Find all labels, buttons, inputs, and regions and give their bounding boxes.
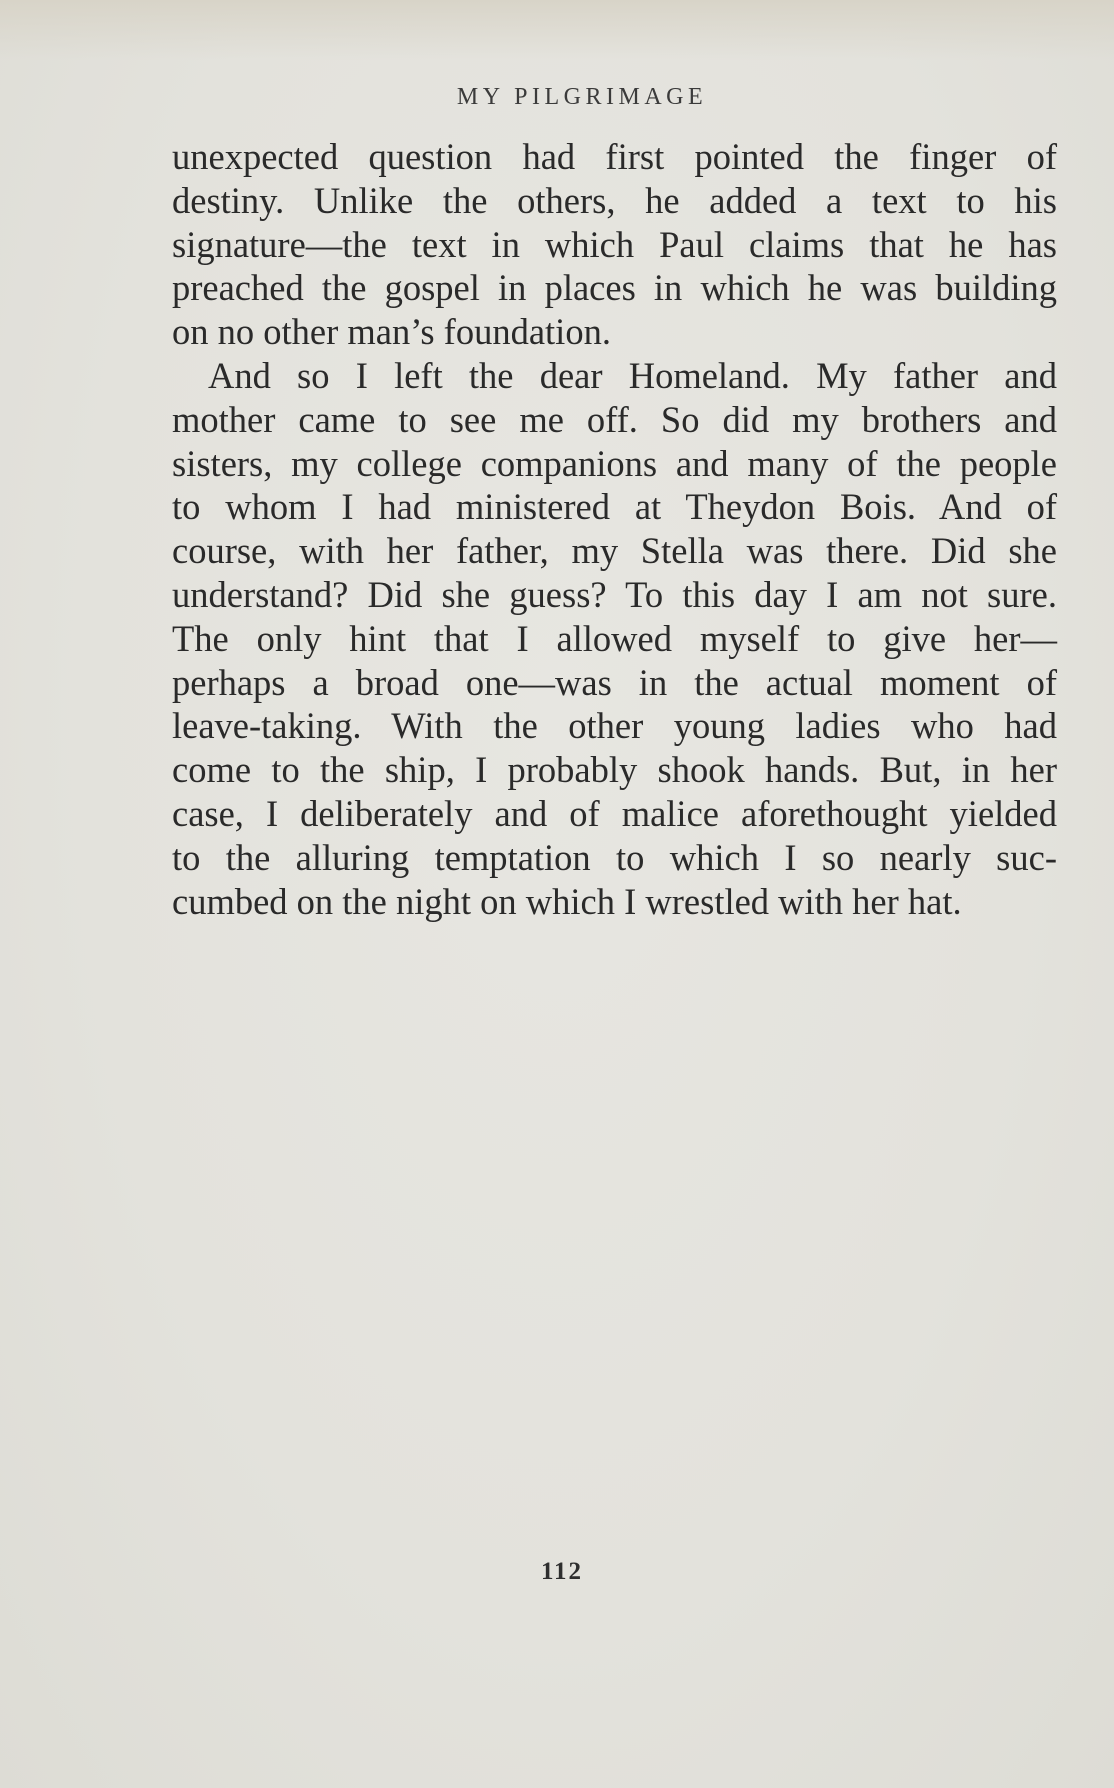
text-line: to the alluring temptation to which I so nearly suc- [172, 836, 1057, 878]
text-line: understand? Did she guess? To this day I am not sure. [172, 573, 1057, 615]
text-line: The only hint that I allowed myself to give her— [172, 617, 1057, 659]
text-line: mother came to see me off. So did my brothers and [172, 398, 1057, 440]
text-line: And so I left the dear Homeland. My father and [208, 354, 1057, 396]
text-line: preached the gospel in places in which he was building [172, 267, 1057, 309]
text-line: on no other man’s foundation. [172, 311, 611, 353]
body-text [172, 135, 1057, 923]
text-line: cumbed on the night on which I wrestled with her hat. [172, 880, 962, 922]
text-line: to whom I had ministered at Theydon Bois. And of [172, 486, 1057, 528]
text-line: course, with her father, my Stella was there. Did she [172, 530, 1057, 572]
text-line: sisters, my college companions and many of the people [172, 442, 1057, 484]
page-number: 112 [540, 1558, 584, 1585]
text-line: destiny. Unlike the others, he added a text to his [172, 179, 1057, 221]
text-line: case, I deliberately and of malice aforethought yielded [172, 792, 1057, 834]
text-line: come to the ship, I probably shook hands. But, in her [172, 749, 1057, 791]
text-line: unexpected question had first pointed the finger of [172, 136, 1057, 177]
page-top-edge [0, 0, 1114, 60]
text-line: leave-taking. With the other young ladies who had [172, 705, 1057, 747]
running-head: MY PILGRIMAGE [456, 84, 708, 110]
text-line: perhaps a broad one—was in the actual moment of [172, 661, 1057, 703]
text-line: signature—the text in which Paul claims that he has [172, 223, 1057, 265]
